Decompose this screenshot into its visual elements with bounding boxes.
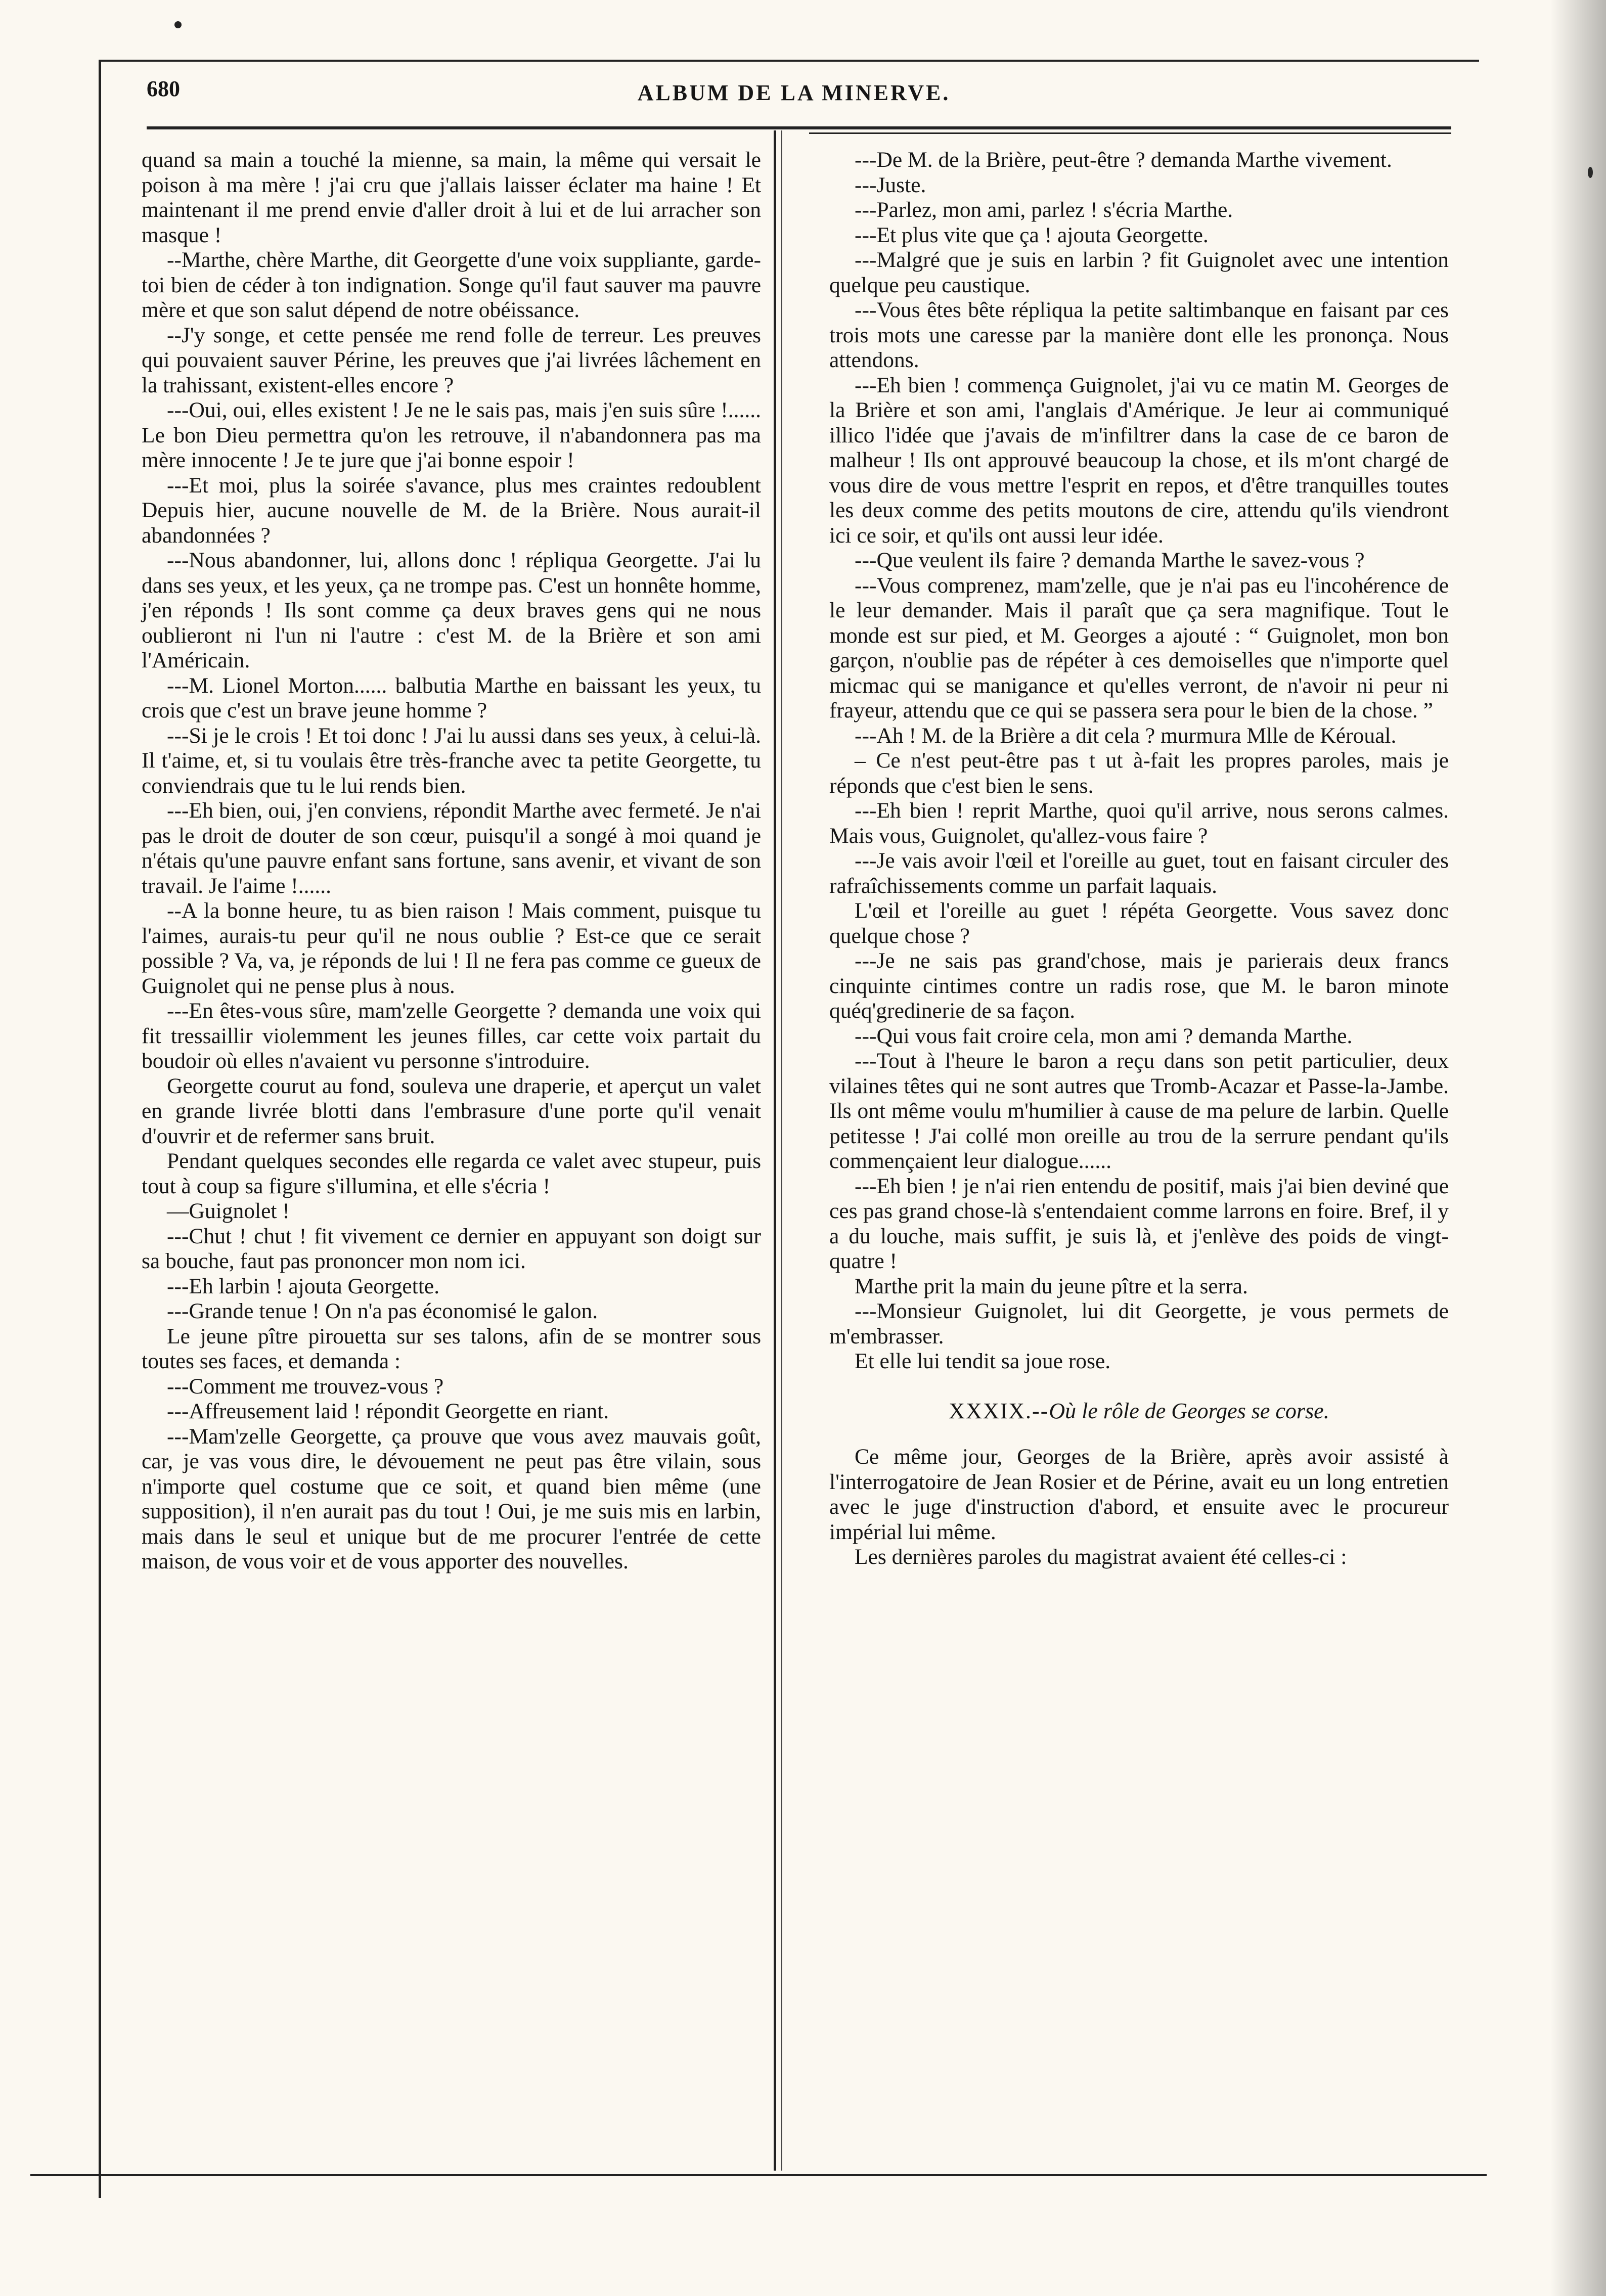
- paragraph: ---De M. de la Brière, peut-être ? demanda Marthe vivement.: [855, 148, 1392, 172]
- paragraph: ---En êtes-vous sûre, mam'zelle Georgette ? demanda une voix qui fit tressaillir violemment les jeunes filles, car cette voix partait du boudoir où elles n'avaient vu personne s'introduire.: [142, 999, 761, 1073]
- paragraph: ---M. Lionel Morton...... balbutia Marthe en baissant les yeux, tu crois que c'est un brave jeune homme ?: [142, 673, 761, 723]
- paragraph: ---Eh bien ! reprit Marthe, quoi qu'il arrive, nous serons calmes. Mais vous, Guignolet, qu'allez-vous faire ?: [829, 798, 1449, 848]
- paragraph: --J'y songe, et cette pensée me rend folle de terreur. Les preuves qui pouvaient sauver Périne, les preuves que j'ai livrées lâchement en la trahissant, existent-elles encore ?: [142, 323, 761, 397]
- paragraph: ---Eh bien ! je n'ai rien entendu de positif, mais j'ai bien deviné que ces pas grand chose-là s'entendaient comme larrons en foire. Bref, il y a du louche, mais suffit, je suis là, et j'enlève des poids de vingt-quatre !: [829, 1174, 1449, 1273]
- page-edge-shadow: [1550, 0, 1606, 2296]
- footer-rule: [30, 2174, 1487, 2176]
- paragraph: ---Et moi, plus la soirée s'avance, plus mes craintes redoublent Depuis hier, aucune nouvelle de M. de la Brière. Nous aurait-il abandonnées ?: [142, 473, 761, 548]
- column-divider: [774, 130, 776, 2171]
- paragraph: – Ce n'est peut-être pas t ut à-fait les propres paroles, mais je réponds que c'est bien le sens.: [829, 748, 1449, 798]
- paragraph: ---Je vais avoir l'œil et l'oreille au guet, tout en faisant circuler des rafraîchissements comme un parfait laquais.: [829, 848, 1449, 898]
- paragraph: --A la bonne heure, tu as bien raison ! Mais comment, puisque tu l'aimes, aurais-tu peur qu'il ne nous oublie ? Est-ce que ce serait possible ? Va, va, je réponds de lui ! Il ne fera pas comme ce gueux de Guignolet qui ne pense plus à nous.: [142, 898, 761, 998]
- paragraph: ---Eh bien ! commença Guignolet, j'ai vu ce matin M. Georges de la Brière et son ami, l'anglais d'Amérique. Je leur ai communiqué illico l'idée que j'avais de m'infiltrer dans la case de ce baron de malheur ! Ils ont approuvé beaucoup la chose, et ils m'ont chargé de vous dire de vous mettre l'esprit en repos, et d'être tranquilles toutes les deux comme des petits moutons de cire, attendu qu'ils viendront ici ce soir, et qu'ils ont aussi leur idée.: [829, 373, 1449, 548]
- paragraph: ---Chut ! chut ! fit vivement ce dernier en appuyant son doigt sur sa bouche, faut pas prononcer mon nom ici.: [142, 1224, 761, 1273]
- section-title: Où le rôle de Georges se corse.: [1049, 1398, 1329, 1423]
- paragraph: Georgette courut au fond, souleva une draperie, et aperçut un valet en grande livrée blotti dans l'embrasure d'une porte qu'il venait d'ouvrir et de refermer sans bruit.: [142, 1073, 761, 1148]
- paragraph: Et elle lui tendit sa joue rose.: [855, 1349, 1111, 1373]
- paragraph: ---Que veulent ils faire ? demanda Marthe le savez-vous ?: [855, 548, 1365, 572]
- paragraph: --Marthe, chère Marthe, dit Georgette d'une voix suppliante, garde-toi bien de céder à ton indignation. Songe qu'il faut sauver ma pauvre mère et que son salut dépend de notre obéissance.: [142, 248, 761, 322]
- paragraph: ---Je ne sais pas grand'chose, mais je parierais deux francs cinquinte cintimes contre un radis rose, que M. le baron minote quéq'gredinerie de sa façon.: [829, 949, 1449, 1023]
- paragraph: ---Qui vous fait croire cela, mon ami ? demanda Marthe.: [855, 1023, 1353, 1048]
- paragraph: ---Vous comprenez, mam'zelle, que je n'ai pas eu l'incohérence de le leur demander. Mais il paraît que ça sera magnifique. Tout le monde est sur pied, et M. Georges a ajouté : “ Guignolet, mon bon garçon, n'oublie pas de répéter à ces demoiselles que n'importe quel micmac qui se manigance et qu'elles verront, de n'avoir ni peur ni frayeur, attendu que ce qui se passera sera pour le bien de la chose. ”: [829, 573, 1449, 723]
- section-number: XXXIX.--: [949, 1398, 1049, 1423]
- paragraph: ---Oui, oui, elles existent ! Je ne le sais pas, mais j'en suis sûre !...... Le bon Dieu permettra qu'on les retrouve, il n'abandonnera pas ma mère innocente ! Je te jure que j'ai bonne espoir !: [142, 398, 761, 472]
- paragraph: ---Comment me trouvez-vous ?: [167, 1374, 444, 1399]
- paragraph: ---Vous êtes bête répliqua la petite saltimbanque en faisant par ces trois mots une caresse par la manière dont elle les prononça. Nous attendons.: [829, 298, 1449, 372]
- paragraph: ---Grande tenue ! On n'a pas économisé le galon.: [167, 1299, 598, 1323]
- paragraph: L'œil et l'oreille au guet ! répéta Georgette. Vous savez donc quelque chose ?: [829, 898, 1449, 948]
- print-speck: [174, 21, 182, 28]
- paragraph: ---Parlez, mon ami, parlez ! s'écria Marthe.: [855, 198, 1233, 222]
- paragraph: quand sa main a touché la mienne, sa main, la même qui versait le poison à ma mère ! j'ai cru que j'allais laisser éclater ma haine ! Et maintenant il me prend envie d'aller droit à lui et de lui arracher son masque !: [142, 148, 761, 247]
- paragraph: ---Monsieur Guignolet, lui dit Georgette, je vous permets de m'embrasser.: [829, 1299, 1449, 1348]
- paragraph: —Guignolet !: [167, 1199, 290, 1223]
- paragraph: ---Tout à l'heure le baron a reçu dans son petit particulier, deux vilaines têtes qui ne sont autres que Tromb-Acazar et Passe-la-Jambe. Ils ont même voulu m'humilier à cause de ma pelure de larbin. Quelle petitesse ! J'ai collé mon oreille au trou de la serrure pendant qu'ils commençaient leur dialogue......: [829, 1049, 1449, 1173]
- paragraph: Le jeune pître pirouetta sur ses talons, afin de se montrer sous toutes ses faces, et demanda :: [142, 1324, 761, 1373]
- column-divider-inner: [781, 130, 782, 2171]
- paragraph: ---Nous abandonner, lui, allons donc ! répliqua Georgette. J'ai lu dans ses yeux, et les yeux, ça ne trompe pas. C'est un honnête homme, j'en réponds ! Ils sont comme ça deux braves gens qui ne nous oublieront ni l'un ni l'autre : c'est M. de la Brière et son ami l'Américain.: [142, 548, 761, 672]
- paragraph: Les dernières paroles du magistrat avaient été celles-ci :: [855, 1545, 1347, 1569]
- paragraph: ---Ah ! M. de la Brière a dit cela ? murmura Mlle de Kéroual.: [855, 723, 1397, 748]
- paragraph: Marthe prit la main du jeune pître et la serra.: [855, 1274, 1248, 1298]
- section-heading: [829, 1399, 1449, 1424]
- right-column-text-after: [829, 1445, 1449, 1570]
- paragraph: ---Eh larbin ! ajouta Georgette.: [167, 1274, 440, 1298]
- paragraph: ---Affreusement laid ! répondit Georgette en riant.: [167, 1399, 609, 1423]
- left-column: [142, 148, 761, 1574]
- paragraph: ---Si je le crois ! Et toi donc ! J'ai lu aussi dans ses yeux, à celui-là. Il t'aime, et, si tu voulais être très-franche avec ta petite Georgette, tu conviendrais que tu le lui rends bien.: [142, 723, 761, 798]
- right-column-text-before: [829, 148, 1449, 1374]
- page-header: [147, 76, 1441, 116]
- paragraph: ---Malgré que je suis en larbin ? fit Guignolet avec une intention quelque peu caustique.: [829, 248, 1449, 297]
- header-rule-secondary: [809, 132, 1451, 134]
- running-title: ALBUM DE LA MINERVE.: [637, 80, 951, 105]
- right-column: [829, 148, 1449, 1570]
- header-rule: [147, 126, 1451, 129]
- paragraph: ---Mam'zelle Georgette, ça prouve que vous avez mauvais goût, car, je vas vous dire, le dévouement ne peut pas être vilain, sous n'importe quel costume que ce soit, et quand bien même (une supposition), il n'en aurait pas du tout ! Oui, je me suis mis en larbin, mais dans le seul et unique but de me procurer l'entrée de cette maison, de vous voir et de vous apporter des nouvelles.: [142, 1424, 761, 1573]
- paragraph: Ce même jour, Georges de la Brière, après avoir assisté à l'interrogatoire de Jean Rosier et de Périne, avait eu un long entretien avec le juge d'instruction d'abord, et ensuite avec le procureur impérial lui même.: [829, 1445, 1449, 1544]
- page-number: 680: [147, 76, 180, 101]
- paragraph: Pendant quelques secondes elle regarda ce valet avec stupeur, puis tout à coup sa figure s'illumina, et elle s'écria !: [142, 1149, 761, 1198]
- paragraph: ---Et plus vite que ça ! ajouta Georgette.: [855, 222, 1209, 247]
- paragraph: ---Juste.: [855, 172, 926, 197]
- paragraph: ---Eh bien, oui, j'en conviens, répondit Marthe avec fermeté. Je n'ai pas le droit de douter de son cœur, puisqu'il a songé à moi quand je n'étais qu'une pauvre enfant sans fortune, sans avenir, et vivant de son travail. Je l'aime !......: [142, 798, 761, 898]
